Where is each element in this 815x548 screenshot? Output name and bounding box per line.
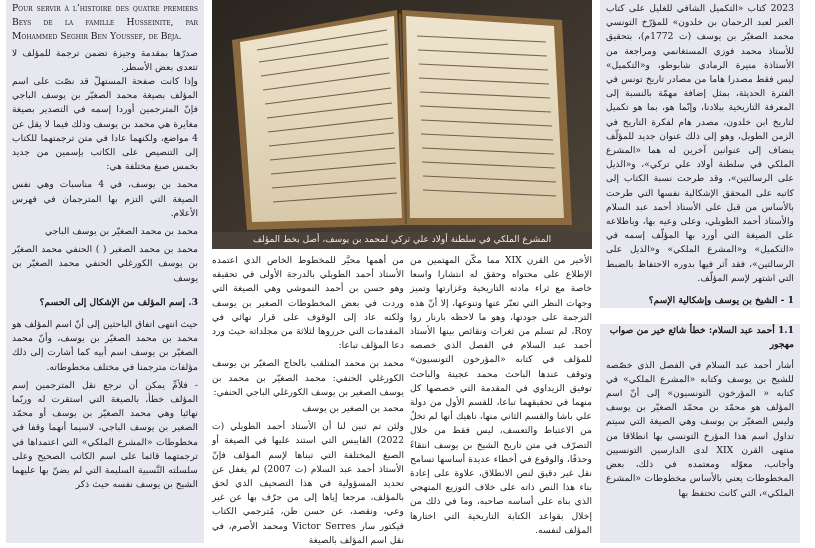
paragraph: الأخير من القرن XIX مما مكّن المهتمين من الإطلاع على محتواه وحقق له انتشارا واسعا خاصة مع ثراء مادته التاريخية وغزارتها وتميز وجهات النظر التي تعبّر عنها وتنوعها، إلا أنّ هذه الترجمة على جودتها، وهو ما لاحظه بارنار روا Roy، لم تسلم من ثغرات ونقائص بينها الأستاذ أحمد عبد السلام في الفصل الذي خصصه للمؤلف في كتابه «المؤرخون التونسيون» وتوقف عندها الباحث محمد عجينة والباحث توفيق الزيداوي في المقدمة التي خصصها كل منهما في تحقيقهما تباعا، للقسم الأول من دولة علي باشا والقسم الثاني منها، ناهيك أنها لم تخلُ من الاعتباط والتعسف، ليس فقط من خلال التصرّف في متن تاريخ الشيخ بن يوسف انتقاءً وحذفًا، والوقوع في أخطاء عديدة أساسها تسامح نقل غير دقيق لنص الانطلاق، علاوة على إعادة بناء هذا النص ذاته على خلاف التوزيع المنهجي الذي بناه على أساسه صاحبه، وما في ذلك من إخلال بقواعد الكتابة التاريخية التي اختارها المؤلف لنفسه. (410, 255, 592, 536)
column-middle-left (212, 254, 404, 548)
paragraph: 2023 كتاب «التكميل الشافي للغليل على كتاب العبر لعبد الرحمان بن خلدون» للمؤرّخ التونسي محمد الصغيّر بن يوسف (ت 1772م)، بتحقيق للأستاذ محمد فوزي المستغانمي ومراجعة من الأستاذة منيرة الرمادي شابوطو، و«التكميل» ليس فقط مصدرا هاما من مصادر تاريخ تونس في الفترة الحديثة، بمثل إضافة مهمّة بالنسبة إلى المعرفة التاريخية ببلادنا، وإنّما هو، بما هو تكميل لتاريخ ابن خلدون، مصدر هام لفكرة التاريخ في الزمن الطويل، وهو إلى ذلك عنوان جديد للمؤلّف ينضاف إلى عنوانين آخرين له هما «المشرع الملكي في سلطنة أولاد علي تركي»، و«الذيل على الرسالتين»، وقد طرحت نسبة الكتاب إلى كاتبه على المحقق الإشكالية نفسها التي طرحت بالأساس من قبل على الأستاذ أحمد عبد السلام والأستاذ أحمد الطويلي، وعلى وعيه بها، وباطلاعه على الصيغة التي أورد بها المؤلّف إسمه في «التكميل» و«المشرع الملكي» و«الذيل على الرسالتين»، فقد آثر فيها بدوره الاحتفاظ بالضبط التي اشتهر لإسم المؤلّف. (606, 3, 794, 284)
paragraph: محمد بن محمد الصغيّر بن يوسف الباجي (45, 226, 198, 238)
paragraph: وإذا كانت صفحة المستهلّ قد نصّت على اسم المؤلف بصيغة محمد الصغيّر بن يوسف الباجي فإنّ المترجمين أوردا إسمه في التصدير بصيغة مغايرة هي محمد بن يوسف وذلك فيما لا يقل عن 4 مواضع، ولكنهما عادا في متن ترجمتهما للكتاب إلى التنصيص على الكاتب بإسمين من جديد بخمس صيغ مختلفة هي: (12, 76, 198, 173)
manuscript-photo (212, 0, 592, 232)
paragraph: محمد بن محمد الصغير ( ) الحنفي محمد الصغيّر بن يوسف الكورغلي الحنفي محمد الصغيّر بن يوسف (12, 244, 198, 284)
section-heading: 3. إسم المؤلف من الإشكال إلى الحسم؟ (39, 296, 198, 308)
paragraph: أشار أحمد عبد السلام في الفصل الذي خصّصه للشيخ بن يوسف وكتابه «المشرع الملكي» في كتابه « المؤرخون التونسيون» إلى أنّ اسم المؤلف هو محمّد بن محمّد الصغيّر بن يوسف وليس الصغيّر بن يوسف وهي الصيغة التي سيتم تداول اسم هذا المؤرخ التونسي بها انطلاقا من منتهى القرن XIX لدى الدارسين التونسيين وأجانب، معوّله ومعتمده في ذلك، بعض المخطوطات يعني بالأساس مخطوطات «المشرع الملكي»، التي كانت تحتفظ بها (606, 359, 794, 499)
french-title: Pour servir à l’histoire des quatre premiers Beys de la famille Husseinite, par Mohammed Seghir Ben Youssef, de Béja. (12, 3, 198, 43)
paragraph: صدرّها بمقدمة وجيزة تضمن ترجمة للمؤلف لا تتعدى بعض الأسطر. (12, 47, 198, 73)
photo-caption: المشرع الملكي في سلطنة أولاد علي تركي لمحمد بن يوسف، أصل بخط المؤلف (212, 232, 592, 249)
paragraph: - فلأمِّ يمكن أن نرجع نقل المترجمين إسم المؤلف خطأ، بالصيغة التي استقرت له وربّما نهائيا وهي محمد الصغيّر بن يوسف أو محمّد الصغير بن يوسف الباجي، لاسيما أنهما وقفا في مخطوطات «المشرع الملكي» التي اعتمداها في ترجمتهما قائما على اسم الكاتب الصحيح وعلى سلسلته النَّسبية السليمة التي لم يضنّ بها عليهما الشيخ بن يوسف نفسه حيث ذكر (12, 379, 198, 491)
column-right (600, 0, 800, 543)
paragraph: ولئن تم تبين لنا أن الأستاذ أحمد الطويلي (ت 2022) القايبس التي استند عليها في الصيغة أو الصيغ المختلفة التي تبناها لإسم المؤلف فإنّ الأستاذ أحمد عبد السلام (ت 2007) لم يغفل عن تحديد المسؤولية في هذا التصحيف الذي لحق بالمؤلف، مرجعا إياها إلى من حرّف بها عن غير وعي، ونقصد، عن حسن ظن، مُترجمي الكتاب فيكتور سار Victor Serres ومحمد الأصرم، في نقل اسم المؤلف بالصيغة (212, 421, 404, 546)
subsection-heading: 1.1 أحمد عبد السلام: خطأ شائع خير من صواب مهجور (609, 325, 794, 351)
paragraph: من أهمها محيَّر للمخطوط الخاص الذي اعتمده الأستاذ أحمد الطويلي بالدرجة الأولى في تحقيقه وهو حسن بن أحمد النموشي وهي الصيغة التي وردت في بعض المخطوطات الصغير بن يوسف ولكنه عاد إلى الوقوف على قرار نهائي في المقدمات التي حرروها لثلاثة من مجلداته حيث ورد دعا المؤلف تباعا: (212, 255, 404, 352)
paragraph: حيث انتهى اتفاق الباحثين إلى أنّ اسم المؤلف هو محمد بن محمد الصغيّر بن يوسف، وأنّ محمد الصغيّر بن يوسف اسم أبيه كما أشارت إلى ذلك مؤلفات مترجمنا في مختلف مخطوطاته. (12, 319, 198, 373)
paragraph: محمد بن الصغير بن يوسف (302, 403, 404, 415)
manuscript-image (212, 0, 592, 232)
column-middle-right (410, 254, 592, 538)
section-heading: 1 - الشيخ بن يوسف وإشكالية الإسم؟ (648, 295, 794, 307)
paragraph: محمد بن محمد المتلقب بالحاج الصغيّر بن يوسف الكورغلي الحنفي: محمد الصغيّر بن محمد بن يوسف الصغير بن يوسف الكورغلي الباجي الحنفي: (212, 358, 404, 398)
paragraph: محمد بن يوسف، في 4 مناسبات وهي نفس الصيغة التي التزم بها المترجمان في فهرس الأعلام. (12, 179, 198, 219)
column-left (6, 0, 204, 543)
